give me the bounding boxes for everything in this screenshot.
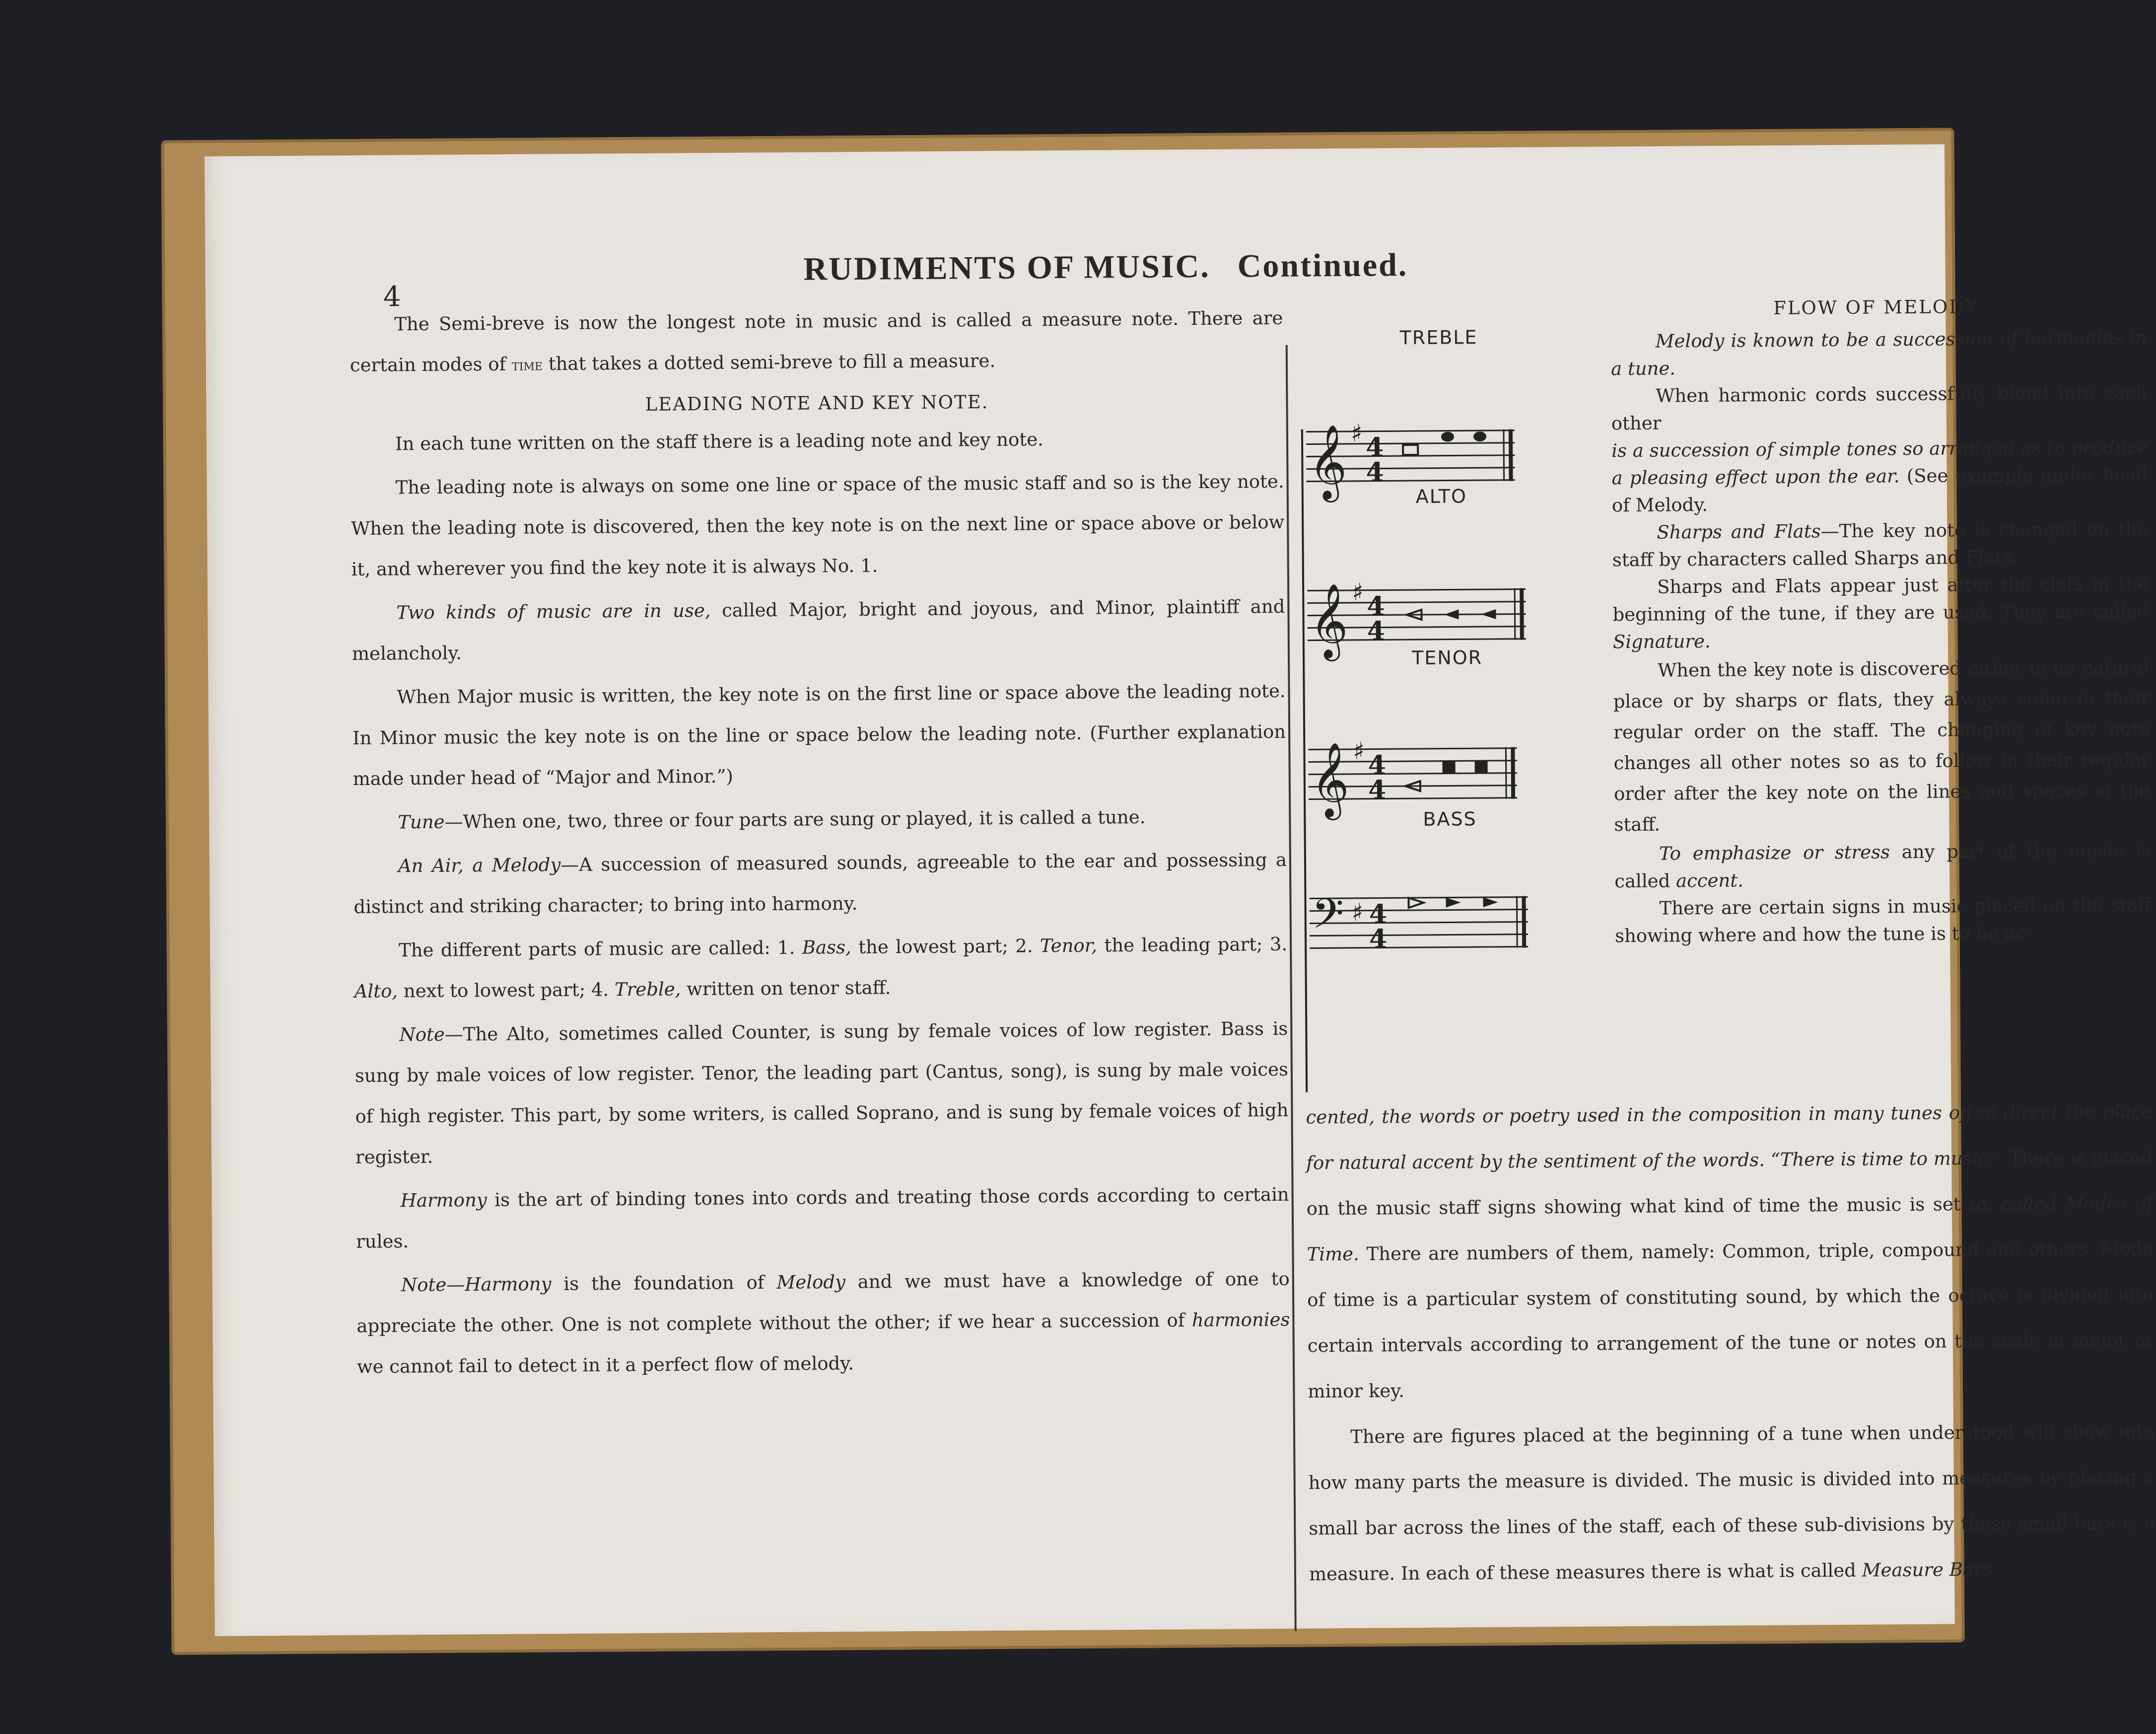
semibreve-note <box>1403 445 1418 455</box>
title-continued: Continued. <box>1237 247 1408 285</box>
sharp-icon: ♯ <box>1351 578 1364 606</box>
shape-note-1 <box>1408 898 1423 908</box>
time-sig-bottom: 4 <box>1369 924 1388 954</box>
label-tenor: TENOR <box>1411 647 1483 669</box>
music-examples <box>1300 320 1603 1097</box>
paragraph-note-harmony: Note—Harmony is the foundation of Melody and we must have a knowledge of one to appreciate the other. One is not complete without the other; if we hear a succession of harmonies we cannot fail to detect in it a perfect flow of melody. <box>356 1268 1290 1377</box>
title-text: RUDIMENTS OF MUSIC. <box>803 248 1210 288</box>
treble-clef-icon: 𝄞 <box>1311 741 1350 817</box>
paragraph-sharps-flats: Sharps and Flats—The key note is changed on the staff by characters called Sharps and Flats. <box>1612 518 2149 571</box>
paragraph-harmonic-cords: When harmonic cords successfully blend into each other <box>1611 381 2148 434</box>
bass-clef-icon: 𝄢 <box>1312 889 1344 948</box>
time-sig-bottom: 4 <box>1367 616 1386 647</box>
paragraph-leading-key: In each tune written on the staff there is a leading note and key note. <box>395 429 1043 455</box>
time-sig-bottom: 4 <box>1366 457 1384 488</box>
paragraph-simple-tones: is a succession of simple tones so arranged as to produce a pleasing effect upon the ear. (See example under head of Melody. <box>1611 436 2148 516</box>
paragraph-key-note-discovered: When the key note is discovered either in its natural place or by sharps or flats, they always come in their regular order on the staff. The changing of key note changes all other notes so as to follow in their regular order after the key note on the lines and spaces of the staff. <box>1613 656 2151 836</box>
shape-note-3 <box>1481 609 1496 619</box>
system-bracket <box>1301 430 1308 1092</box>
paragraph-semi-breve: The Semi-breve is now the longest note in music and is called a measure note. There are certain modes of time that takes a dotted semi-breve to fill a measure. <box>349 307 1283 376</box>
treble-clef-icon: 𝄞 <box>1308 423 1347 500</box>
time-sig-top: 4 <box>1365 432 1384 463</box>
time-sig-bottom: 4 <box>1368 775 1387 805</box>
left-column <box>349 298 1290 1390</box>
book-page <box>205 144 2156 1636</box>
right-column <box>1610 292 2151 950</box>
treble-clef-icon: 𝄞 <box>1310 582 1348 658</box>
paragraph-two-kinds: Two kinds of music are in use, called Major, bright and joyous, and Minor, plaintiff and melancholy. <box>351 595 1285 664</box>
time-sig-top: 4 <box>1369 899 1388 930</box>
paragraph-measure-bars: There are figures placed at the beginning of a tune when understood will show into how many parts the measure is divided. The music is divided into measures by placing a small bar across the lines of the staff, each of these sub-divisions by these small bars is a measure. In each of these measures there is what is called Measure Bars. <box>1308 1420 2156 1585</box>
sharp-icon: ♯ <box>1353 737 1365 765</box>
paragraph-accent: To emphasize or stress any part of the music is called accent. <box>1614 839 2151 892</box>
note-1 <box>1441 432 1454 441</box>
sharp-icon: ♯ <box>1351 898 1364 927</box>
label-alto: ALTO <box>1415 485 1467 507</box>
paragraph-melody-def: Melody is known to be a succession of harmonies in a tune. <box>1610 327 2147 380</box>
paragraph-accent-continued: cented, the words or poetry used in the composition in many tunes often direct the place for natural accent by the sentiment of the words. “There is time to music.” There is placed on the music staff signs showing what kind of time the music is set to, called Modes of Time. There are numbers of them, namely: Common, triple, compound and others. Mode of time is a particular system of constituting sound, by which the octave is divided into certain intervals according to arrangement of the tune or notes on the scale in major or minor key. <box>1306 1100 2154 1402</box>
paragraph-harmony: Harmony is the art of binding tones into cords and treating those cords according to certain rules. <box>356 1183 1289 1252</box>
page-title <box>803 246 1408 288</box>
sharp-icon: ♯ <box>1350 419 1363 447</box>
heading-leading-note: LEADING NOTE AND KEY NOTE. <box>645 391 989 415</box>
staff-bass <box>1309 867 1548 988</box>
paragraph-signature: Sharps and Flats appear just after the clefs in the beginning of the tune, if they are used. They are called Signature. <box>1612 573 2149 653</box>
paragraph-leading-note-explain: The leading note is always on some one line or space of the music staff and so is the key note. When the leading note is discovered, then the key note is on the next line or space above or below it, and wherever you find the key note it is always No. 1. <box>351 470 1285 580</box>
shape-note-2 <box>1446 897 1461 907</box>
page-number: 4 <box>383 281 401 313</box>
shape-note-2 <box>1443 761 1456 773</box>
paragraph-air-melody: An Air, a Melody—A succession of measured sounds, agreeable to the ear and possessing a distinct and striking character; to bring into harmony. <box>353 849 1287 918</box>
shape-note-3 <box>1483 897 1498 907</box>
label-bass: BASS <box>1423 808 1477 830</box>
time-sig-top: 4 <box>1368 750 1387 781</box>
shape-note-3 <box>1475 761 1488 773</box>
heading-flow-of-melody: FLOW OF MELODY. <box>1773 295 1984 319</box>
paragraph-tune: Tune—When one, two, three or four parts are sung or played, it is called a tune. <box>398 806 1146 833</box>
paragraph-note-alto: Note—The Alto, sometimes called Counter, is sung by female voices of low register. Bass is sung by male voices of low register. Tenor, the leading part (Cantus, song), is sung by male voices of high register. This part, by some writers, is called Soprano, and is sung by female voices of high register. <box>354 1017 1289 1168</box>
time-sig-top: 4 <box>1367 591 1385 622</box>
paragraph-major-minor: When Major music is written, the key note is on the first line or space above the leading note. In Minor music the key note is on the line or space below the leading note. (Further explanation made under head of “Major and Minor.”) <box>352 680 1286 790</box>
paragraph-parts: The different parts of music are called: 1. Bass, the lowest part; 2. Tenor, the leading part; 3. Alto, next to lowest part; 4. Treble, written on tenor staff. <box>354 933 1288 1002</box>
shape-note-2 <box>1444 609 1459 619</box>
label-treble: TREBLE <box>1399 326 1478 349</box>
note-2 <box>1473 432 1486 441</box>
bottom-right-block <box>1306 1089 2156 1597</box>
paragraph-signs: There are certain signs in music placed on the staff showing where and how the tune is to be ac- <box>1614 894 2151 947</box>
